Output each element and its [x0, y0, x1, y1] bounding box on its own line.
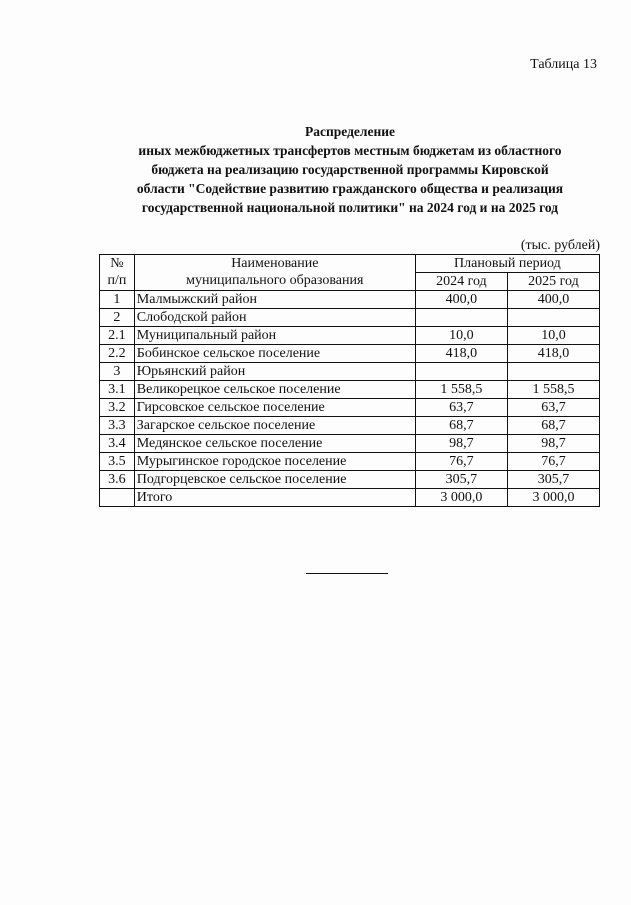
- header-name: [134, 255, 415, 291]
- row-2025-cell: [507, 363, 599, 381]
- row-name-cell: Слободской район: [134, 309, 415, 327]
- table-total-row: [100, 489, 600, 507]
- table-row: [100, 327, 600, 345]
- row-name-cell: Малмыжский район: [134, 291, 415, 309]
- header-num: [100, 255, 135, 291]
- row-2024-cell: [415, 363, 507, 381]
- row-2024-cell: 68,7: [415, 417, 507, 435]
- unit-note: (тыс. рублей): [520, 238, 600, 253]
- title-line: иных межбюджетных трансфертов местным бюджетам из областного: [138, 143, 562, 158]
- row-name-cell: Гирсовское сельское поселение: [134, 399, 415, 417]
- row-2025-cell: 63,7: [507, 399, 599, 417]
- header-name-line2: муниципального образования: [186, 273, 364, 288]
- row-2024-cell: 418,0: [415, 345, 507, 363]
- row-2025-cell: 76,7: [507, 453, 599, 471]
- row-2024-cell: 63,7: [415, 399, 507, 417]
- row-name-cell: Подгорцевское сельское поселение: [134, 471, 415, 489]
- row-2024-cell: 1 558,5: [415, 381, 507, 399]
- row-2025-cell: 418,0: [507, 345, 599, 363]
- table-row: [100, 291, 600, 309]
- row-num-cell: 2.2: [100, 345, 135, 363]
- title-heading: Распределение: [304, 124, 396, 139]
- row-num-cell: 1: [100, 291, 135, 309]
- row-name-cell: Мурыгинское городское поселение: [134, 453, 415, 471]
- row-2024-cell: 10,0: [415, 327, 507, 345]
- row-name-cell: Бобинское сельское поселение: [134, 345, 415, 363]
- table-row: [100, 381, 600, 399]
- row-num-cell: 3.4: [100, 435, 135, 453]
- row-2025-cell: 1 558,5: [507, 381, 599, 399]
- table-row: [100, 309, 600, 327]
- row-num-cell: 3: [100, 363, 135, 381]
- row-2025-cell: 10,0: [507, 327, 599, 345]
- row-name-cell: Итого: [134, 489, 415, 507]
- row-num-cell: 3.1: [100, 381, 135, 399]
- header-num-line1: №: [110, 256, 124, 271]
- row-2025-cell: 400,0: [507, 291, 599, 309]
- row-name-cell: Муниципальный район: [134, 327, 415, 345]
- row-2024-cell: 400,0: [415, 291, 507, 309]
- table-number: Таблица 13: [530, 57, 597, 72]
- title-line: государственной национальной политики" на 2024 год и на 2025 год: [141, 200, 559, 215]
- table-row: [100, 435, 600, 453]
- row-num-cell: 2: [100, 309, 135, 327]
- row-2025-cell: 305,7: [507, 471, 599, 489]
- row-2024-cell: [415, 309, 507, 327]
- header-num-line2: п/п: [107, 273, 127, 288]
- document-title: [100, 122, 600, 217]
- row-name-cell: Загарское сельское поселение: [134, 417, 415, 435]
- row-2025-cell: 68,7: [507, 417, 599, 435]
- table-row: [100, 345, 600, 363]
- distribution-table: [99, 254, 600, 507]
- table-row: [100, 453, 600, 471]
- row-2025-cell: [507, 309, 599, 327]
- title-line: бюджета на реализацию государственной программы Кировской: [151, 162, 549, 177]
- header-period: Плановый период: [415, 255, 599, 273]
- table-body: [100, 291, 600, 507]
- header-name-line1: Наименование: [231, 256, 319, 271]
- table-header-row: [100, 255, 600, 273]
- row-num-cell: 3.3: [100, 417, 135, 435]
- row-num-cell: 3.5: [100, 453, 135, 471]
- row-2025-cell: 3 000,0: [507, 489, 599, 507]
- row-name-cell: Юрьянский район: [134, 363, 415, 381]
- header-year-2025: 2025 год: [507, 273, 599, 291]
- row-num-cell: 3.2: [100, 399, 135, 417]
- row-num-cell: [100, 489, 135, 507]
- row-2024-cell: 305,7: [415, 471, 507, 489]
- row-2024-cell: 3 000,0: [415, 489, 507, 507]
- title-line: области "Содействие развитию гражданского общества и реализация: [136, 181, 564, 196]
- row-num-cell: 3.6: [100, 471, 135, 489]
- row-2025-cell: 98,7: [507, 435, 599, 453]
- row-name-cell: Медянское сельское поселение: [134, 435, 415, 453]
- row-2024-cell: 76,7: [415, 453, 507, 471]
- row-2024-cell: 98,7: [415, 435, 507, 453]
- closing-divider: [306, 573, 388, 574]
- header-year-2024: 2024 год: [415, 273, 507, 291]
- table-row: [100, 363, 600, 381]
- row-num-cell: 2.1: [100, 327, 135, 345]
- row-name-cell: Великорецкое сельское поселение: [134, 381, 415, 399]
- table-row: [100, 471, 600, 489]
- table-row: [100, 399, 600, 417]
- table-row: [100, 417, 600, 435]
